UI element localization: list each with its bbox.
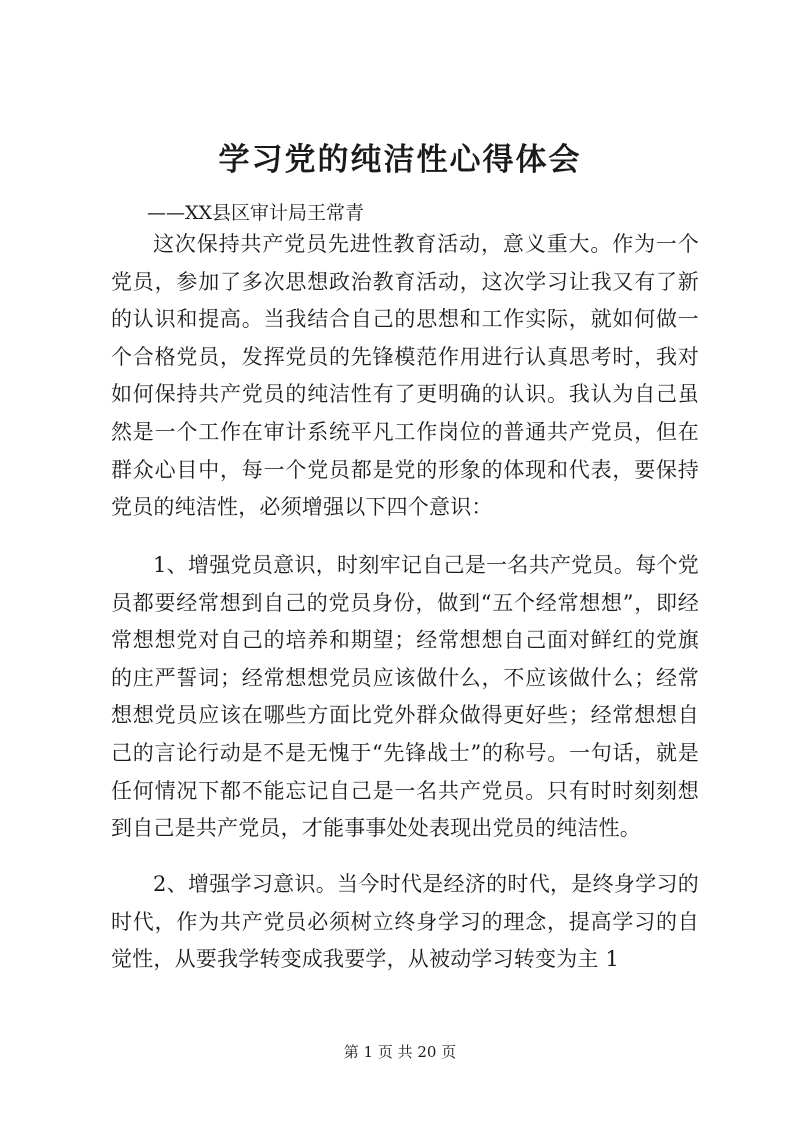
body-paragraph: 这次保持共产党员先进性教育活动，意义重大。作为一个党员，参加了多次思想政治教育活动，这次学习让我又有了新的认识和提高。当我结合自己的思想和工作实际，就如何做一个合格党员，发挥党员的先锋模范作用进行认真思考时，我对如何保持共产党员的纯洁性有了更明确的认识。我认为自己虽然是一个工作在审计系统平凡工作岗位的普通共产党员，但在群众心目中，每一个党员都是党的形象的体现和代表，要保持党员的纯洁性，必须增强以下四个意识： (111, 232, 699, 520)
body-paragraph: 1、增强党员意识，时刻牢记自己是一名共产党员。每个党员都要经常想到自己的党员身份，做到“五个经常想想”，即经常想想党对自己的培养和期望；经常想想自己面对鲜红的党旗的庄严誓词；经常想想党员应该做什么，不应该做什么；经常想想党员应该在哪些方面比党外群众做得更好些；经常想想自己的言论行动是不是无愧于“先锋战士”的称号。一句话，就是任何情况下都不能忘记自己是一名共产党员。只有时时刻刻想到自己是共产党员，才能事事处处表现出党员的纯洁性。 (111, 553, 699, 841)
page-number-footer: 第 1 页 共 20 页 (343, 1043, 457, 1061)
document-title: 学习党的纯洁性心得体会 (218, 142, 582, 178)
body-paragraph: 2、增强学习意识。当今时代是经济的时代，是终身学习的时代，作为共产党员必须树立终身学习的理念，提高学习的自觉性，从要我学转变成我要学，从被动学习转变为主 1 (111, 872, 699, 972)
author-byline: ——XX县区审计局王常青 (147, 202, 365, 224)
